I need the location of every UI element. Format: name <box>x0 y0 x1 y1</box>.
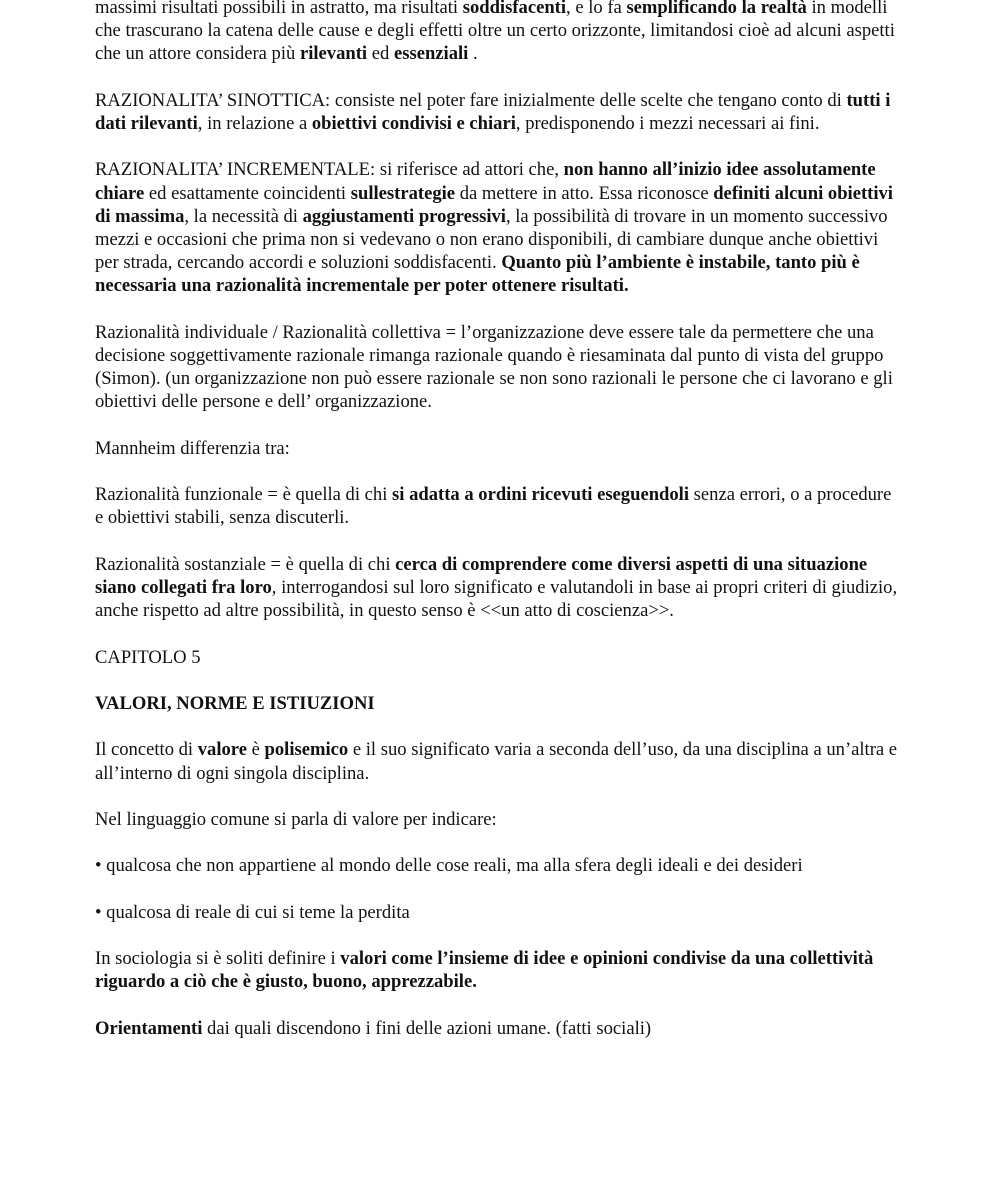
p-mannheim <box>95 437 900 460</box>
bold-text: Quanto più l’ambiente è instabile, tanto più è necessaria una razionalità incrementale per poter ottenere risultati. <box>95 252 860 297</box>
p-orientamenti <box>95 1017 900 1040</box>
bold-text: rilevanti <box>299 43 368 65</box>
paragraph-gap <box>95 785 900 808</box>
text-run: , e lo fa <box>566 0 627 18</box>
text-run: RAZIONALITA’ INCREMENTALE: si riferisce ad attori che, <box>95 159 564 181</box>
paragraph-gap <box>95 135 900 158</box>
text-run: Razionalità individuale / Razionalità collettiva = l’organizzazione deve essere tale da permettere che una decisione soggettivamente razionale rimanga razionale quando è riesaminata dal punto di vista del gruppo (Simon). (un organizzazione non può essere razionale se non sono razionali le persone che ci lavorano e gli obiettivi delle persone e dell’ organizzazione. <box>95 321 893 413</box>
text-run: Razionalità sostanziale = è quella di chi <box>95 553 396 575</box>
paragraph-gap <box>95 994 900 1017</box>
p-concetto-valore <box>95 738 900 784</box>
bold-text: aggiustamenti progressivi <box>302 205 506 227</box>
text-run: in modelli che trascurano la catena delle cause e degli effetti oltre un certo orizzonte, limitandosi cioè ad alcuni aspetti che un attore considera più <box>95 0 895 65</box>
text-run: ed esattamente coincidenti <box>144 182 351 204</box>
text-run: da mettere in atto. Essa riconosce <box>455 182 714 204</box>
paragraph-gap <box>95 924 900 947</box>
text-run: , in relazione a <box>197 113 312 134</box>
bold-text: essenziali <box>393 43 469 65</box>
bold-text: polisemico <box>264 739 349 761</box>
paragraph-gap <box>95 878 900 901</box>
text-run: è <box>246 739 265 761</box>
p-top-continuation <box>95 0 900 66</box>
p-razionalita-sinottica <box>95 89 900 135</box>
text-run: In sociologia si è soliti definire i <box>95 948 341 970</box>
bold-text: non hanno all’inizio idee assolutamente chiare <box>95 159 876 204</box>
text-run: ed <box>367 43 394 65</box>
p-individuale-collettiva <box>95 321 900 414</box>
bold-text: cerca di comprendere come diversi aspetti di una situazione siano collegati fra loro <box>95 553 868 598</box>
text-run: . <box>468 43 478 65</box>
text-run: massimi risultati possibili in astratto, ma risultati <box>95 0 463 18</box>
p-sociologia <box>95 947 900 993</box>
p-razionalita-incrementale <box>95 158 900 297</box>
bold-text: Orientamenti <box>95 1017 203 1039</box>
text-run: senza errori, o a procedure e obiettivi stabili, senza discuterli. <box>95 484 892 529</box>
bold-text: tutti i dati rilevanti <box>95 89 891 134</box>
p-bullet-2 <box>95 901 900 924</box>
text-run: Razionalità funzionale = è quella di chi <box>95 484 393 506</box>
bold-text: semplificando la realtà <box>626 0 807 18</box>
p-capitolo <box>95 646 900 669</box>
document-body <box>95 0 900 1040</box>
text-run: e il suo significato varia a seconda dell’uso, da una disciplina a un’altra e all’interno di ogni singola disciplina. <box>95 739 898 784</box>
p-funzionale <box>95 483 900 529</box>
paragraph-gap <box>95 530 900 553</box>
bold-text: valore <box>197 739 247 761</box>
paragraph-gap <box>95 460 900 483</box>
text-run: Il concetto di <box>95 739 198 761</box>
bold-text: si adatta a ordini ricevuti eseguendoli <box>392 484 690 506</box>
paragraph-gap <box>95 715 900 738</box>
p-heading <box>95 692 900 715</box>
paragraph-gap <box>95 414 900 437</box>
text-run: • qualcosa di reale di cui si teme la perdita <box>95 901 410 923</box>
text-run: , la possibilità di trovare in un momento successivo mezzi e occasioni che prima non si vedevano o non erano disponibili, di cambiare dunque anche obiettivi per strada, cercando accordi e soluzioni soddisfacenti. <box>95 205 888 274</box>
paragraph-gap <box>95 66 900 89</box>
bold-text: sullestrategie <box>350 182 456 204</box>
paragraph-gap <box>95 622 900 645</box>
text-run: dai quali discendono i fini delle azioni umane. (fatti sociali) <box>202 1017 652 1039</box>
p-bullet-1 <box>95 854 900 877</box>
text-run: , predisponendo i mezzi necessari ai fini. <box>515 113 820 134</box>
text-run: , la necessità di <box>184 205 303 227</box>
bold-text: soddisfacenti <box>462 0 567 18</box>
p-sostanziale <box>95 553 900 623</box>
text-run: Nel linguaggio comune si parla di valore per indicare: <box>95 808 497 830</box>
text-run: CAPITOLO 5 <box>95 646 201 668</box>
text-run: RAZIONALITA’ SINOTTICA: consiste nel poter fare inizialmente delle scelte che tengano conto di <box>95 89 847 111</box>
bold-text: valori come l’insieme di idee e opinioni condivise da una collettività riguardo a ciò che è giusto, buono, apprezzabile. <box>95 948 874 993</box>
bold-text: definiti alcuni obiettivi di massima <box>95 182 893 227</box>
p-linguaggio-comune <box>95 808 900 831</box>
text-run: Mannheim differenzia tra: <box>95 437 290 459</box>
text-run: • qualcosa che non appartiene al mondo delle cose reali, ma alla sfera degli ideali e dei desideri <box>95 855 803 877</box>
text-run: , interrogandosi sul loro significato e valutandoli in base ai propri criteri di giudizio, anche rispetto ad altre possibilità, in questo senso è <<un atto di coscienza>>. <box>95 576 898 622</box>
paragraph-gap <box>95 831 900 854</box>
paragraph-gap <box>95 669 900 692</box>
paragraph-gap <box>95 298 900 321</box>
bold-text: VALORI, NORME E ISTIUZIONI <box>95 692 375 714</box>
bold-text: obiettivi condivisi e chiari <box>311 113 516 134</box>
